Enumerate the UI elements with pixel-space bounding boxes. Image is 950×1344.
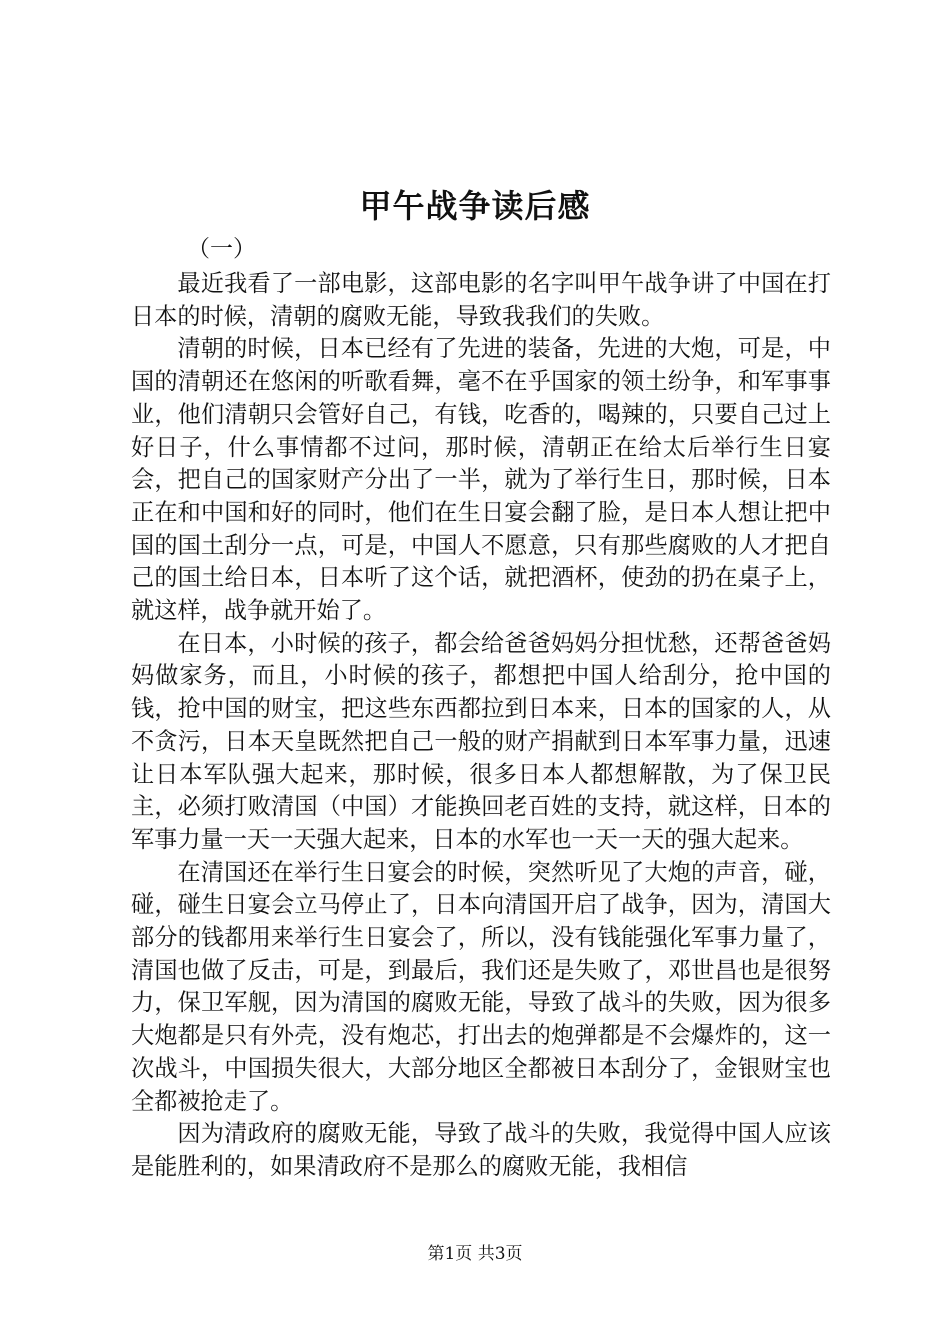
paragraph: 在清国还在举行生日宴会的时候，突然听见了大炮的声音，碰，碰，碰生日宴会立马停止了，日本向清国开启了战争，因为，清国大部分的钱都用来举行生日宴会了，所以，没有钱能强化军事力量了，清国也做了反击，可是，到最后，我们还是失败了，邓世昌也是很努力，保卫军舰，因为清国的腐败无能，导致了战斗的失败，因为很多大炮都是只有外壳，没有炮芯，打出去的炮弹都是不会爆炸的，这一次战斗，中国损失很大，大部分地区全都被日本刮分了，金银财宝也全都被抢走了。 <box>131 858 831 1115</box>
page-footer: 第1页 共3页 <box>427 1244 523 1264</box>
document-body <box>131 268 831 1184</box>
paragraph: 因为清政府的腐败无能，导致了战斗的失败，我觉得中国人应该是能胜利的，如果清政府不是那么的腐败无能，我相信 <box>131 1120 831 1180</box>
paragraph: 清朝的时候，日本已经有了先进的装备，先进的大炮，可是，中国的清朝还在悠闲的听歌看舞，毫不在乎国家的领土纷争，和军事事业，他们清朝只会管好自己，有钱，吃香的，喝辣的，只要自己过上好日子，什么事情都不过问，那时候，清朝正在给太后举行生日宴会，把自己的国家财产分出了一半，就为了举行生日，那时候，日本正在和中国和好的同时，他们在生日宴会翻了脸，是日本人想让把中国的国土刮分一点，可是，中国人不愿意，只有那些腐败的人才把自己的国土给日本，日本听了这个话，就把酒杯，使劲的扔在桌子上，就这样，战争就开始了。 <box>131 335 831 625</box>
section-label: （一） <box>187 236 256 262</box>
paragraph: 在日本，小时候的孩子，都会给爸爸妈妈分担忧愁，还帮爸爸妈妈做家务，而且，小时候的孩子，都想把中国人给刮分，抢中国的钱，抢中国的财宝，把这些东西都拉到日本来，日本的国家的人，从不贪污，日本天皇既然把自己一般的财产捐献到日本军事力量，迅速让日本军队强大起来，那时候，很多日本人都想解散，为了保卫民主，必须打败清国（中国）才能换回老百姓的支持，就这样，日本的军事力量一天一天强大起来，日本的水军也一天一天的强大起来。 <box>131 629 831 853</box>
paragraph: 最近我看了一部电影，这部电影的名字叫甲午战争讲了中国在打日本的时候，清朝的腐败无能，导致我我们的失败。 <box>131 270 831 330</box>
document-title: 甲午战争读后感 <box>359 187 591 225</box>
